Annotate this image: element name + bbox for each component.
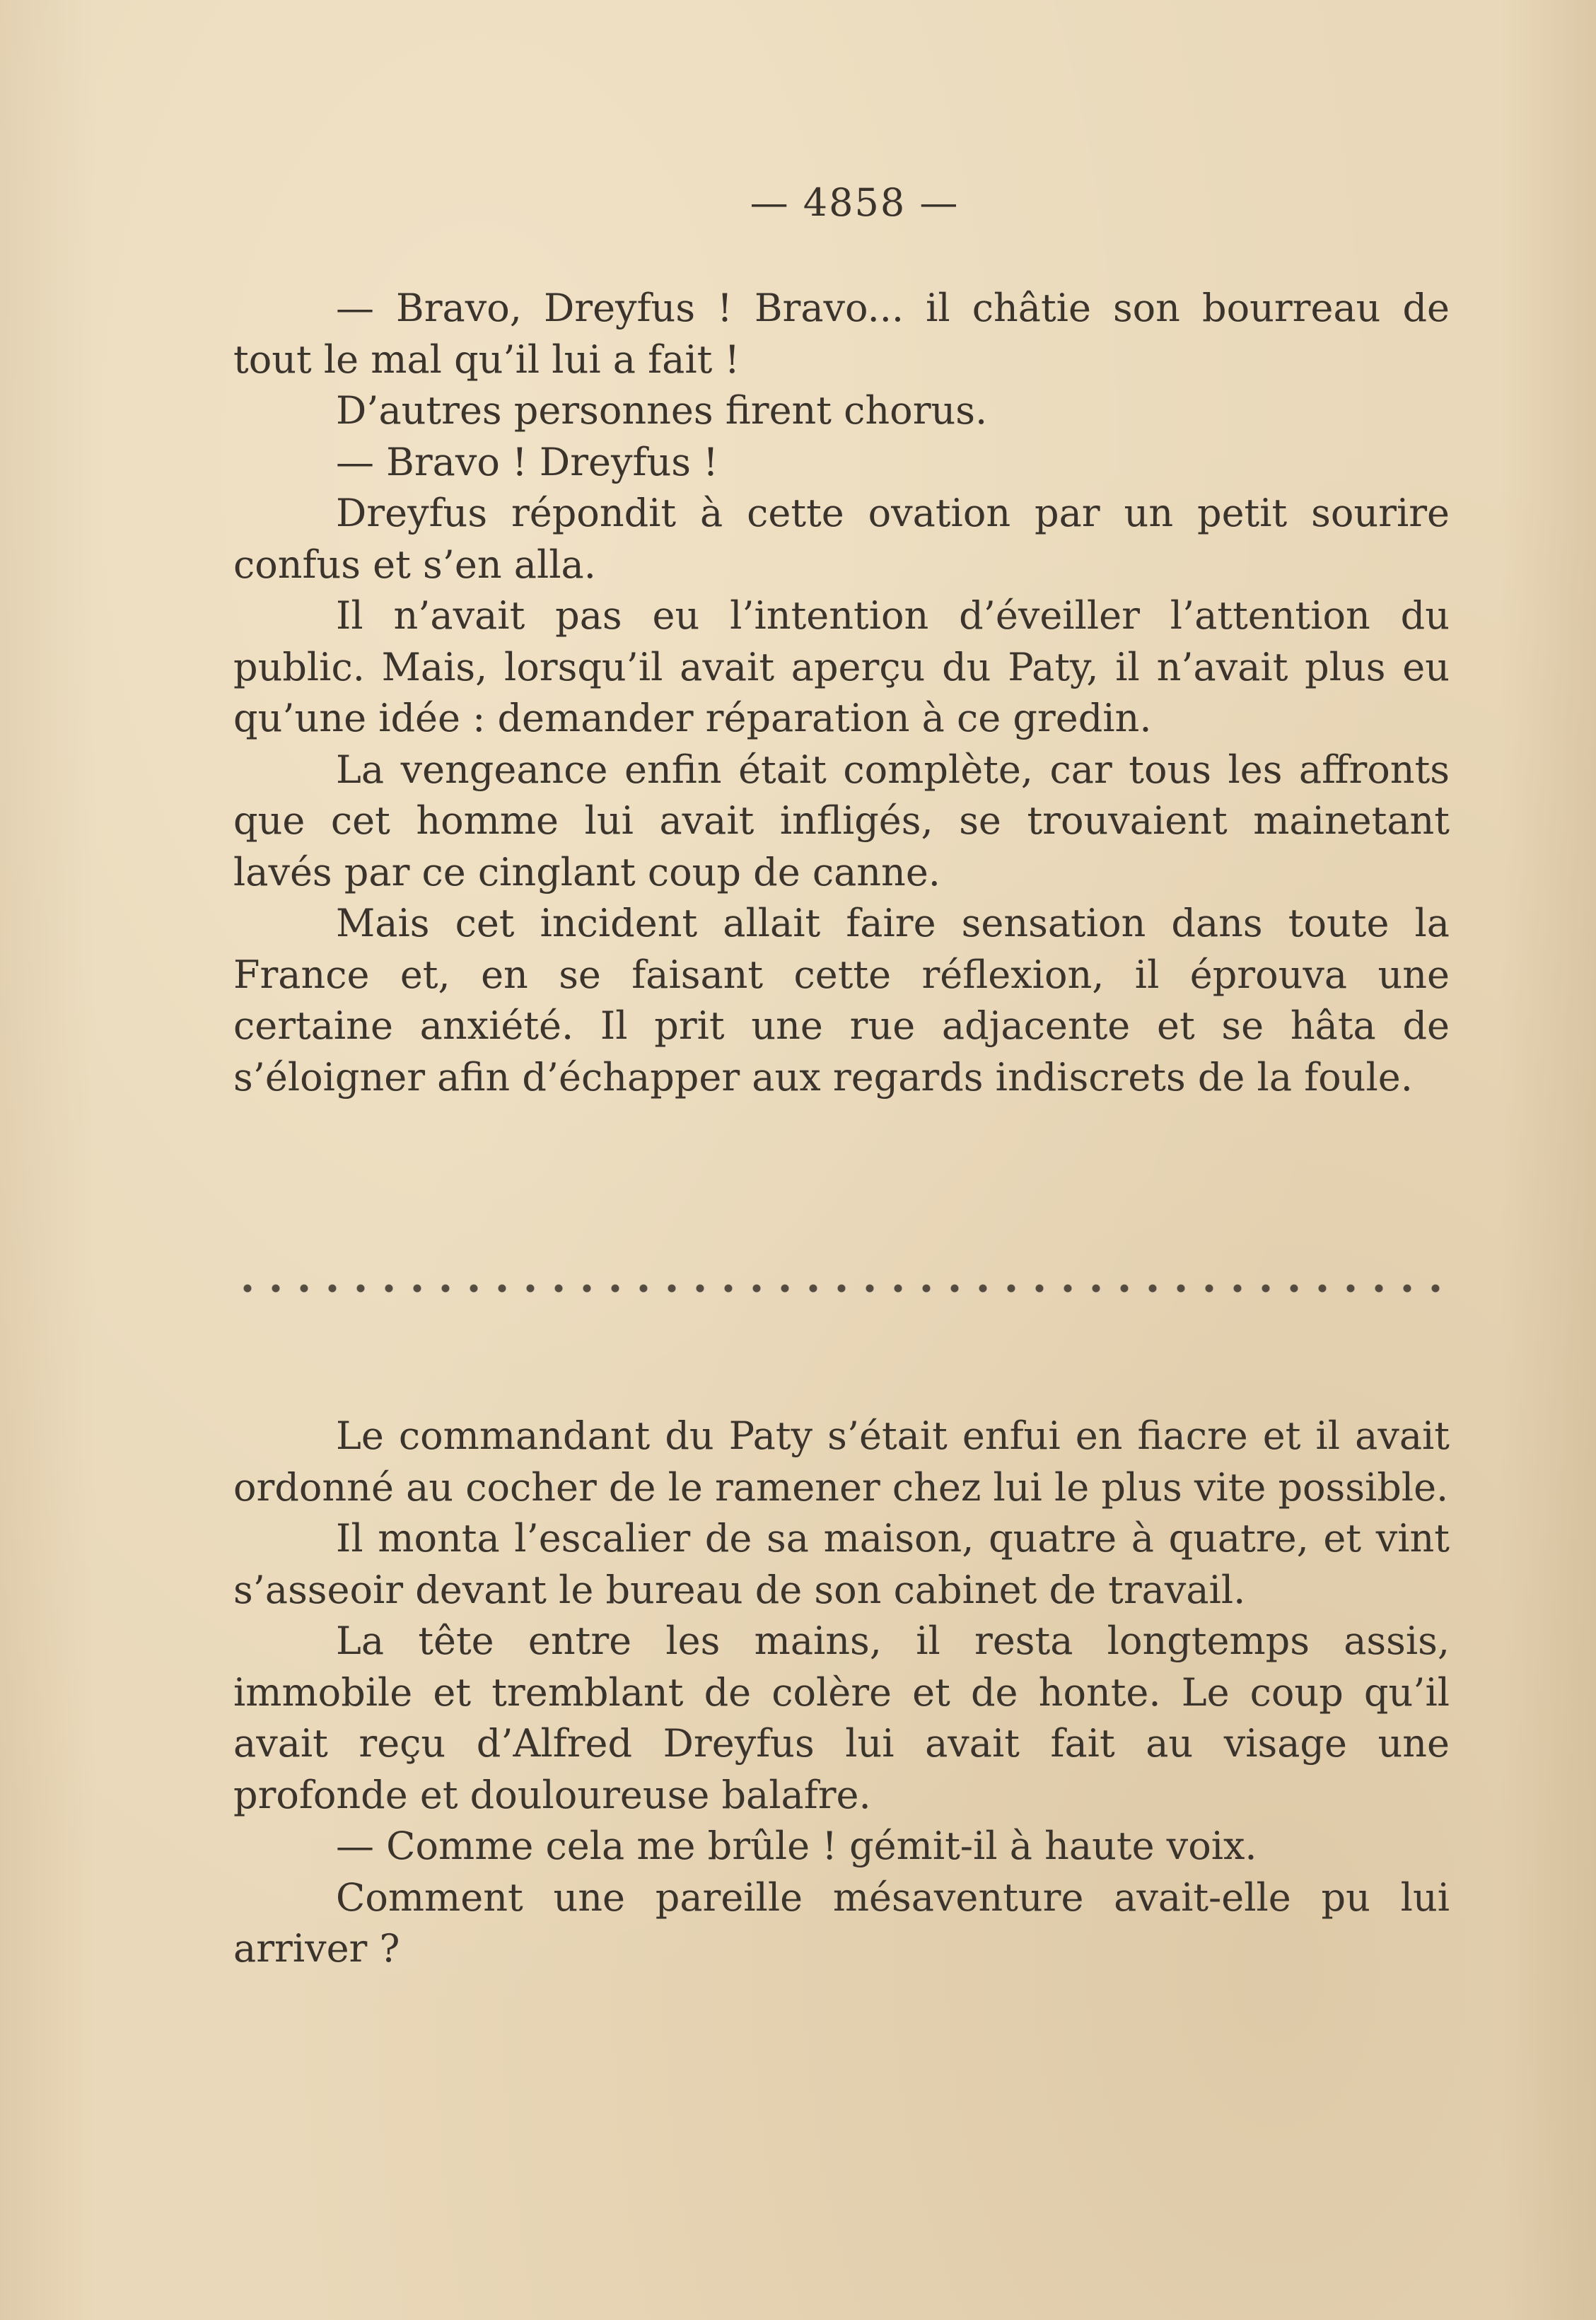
paragraph: La vengeance enfin était complète, car tous les affronts que cet homme lui avait infligés, se trouvaient mainetant lavés par ce cinglant coup de canne. (233, 747, 1450, 894)
paragraph: La tête entre les mains, il resta longtemps assis, immobile et tremblant de colère et de honte. Le coup qu’il avait reçu d’Alfred Dreyfus lui avait fait au visage une profonde et douloureuse balafre. (233, 1619, 1450, 1817)
paragraph: D’autres personnes firent chorus. (336, 388, 988, 433)
paragraph: Mais cet incident allait faire sensation dans toute la France et, en se faisant cette réflexion, il éprouva une certaine anxiété. Il prit une rue adjacente et se hâta de s’éloigner afin d’échapper aux regards indiscrets de la foule. (233, 901, 1450, 1100)
text-section-2 (233, 1411, 1450, 1975)
paragraph: Il n’avait pas eu l’intention d’éveiller l’attention du public. Mais, lorsqu’il avait aperçu du Paty, il n’avait plus eu qu’une idée : demander réparation à ce gredin. (233, 593, 1450, 740)
paragraph: Le commandant du Paty s’était enfui en fiacre et il avait ordonné au cocher de le ramener chez lui le plus vite possible. (233, 1413, 1450, 1510)
paragraph: Il monta l’escalier de sa maison, quatre à quatre, et vint s’asseoir devant le bureau de son cabinet de travail. (233, 1516, 1450, 1612)
page-number: — 4858 — (750, 180, 960, 225)
paragraph: — Bravo ! Dreyfus ! (336, 439, 718, 484)
paragraph: Dreyfus répondit à cette ovation par un petit sourire confus et s’en alla. (233, 491, 1450, 587)
paragraph: — Comme cela me brûle ! gémit-il à haute voix. (336, 1824, 1257, 1868)
text-section-1 (233, 283, 1450, 1103)
dotted-separator (233, 1281, 1450, 1295)
paragraph: Comment une pareille mésaventure avait-elle pu lui arriver ? (233, 1875, 1450, 1971)
paragraph: — Bravo, Dreyfus ! Bravo... il châtie son bourreau de tout le mal qu’il lui a fait ! (233, 286, 1450, 382)
